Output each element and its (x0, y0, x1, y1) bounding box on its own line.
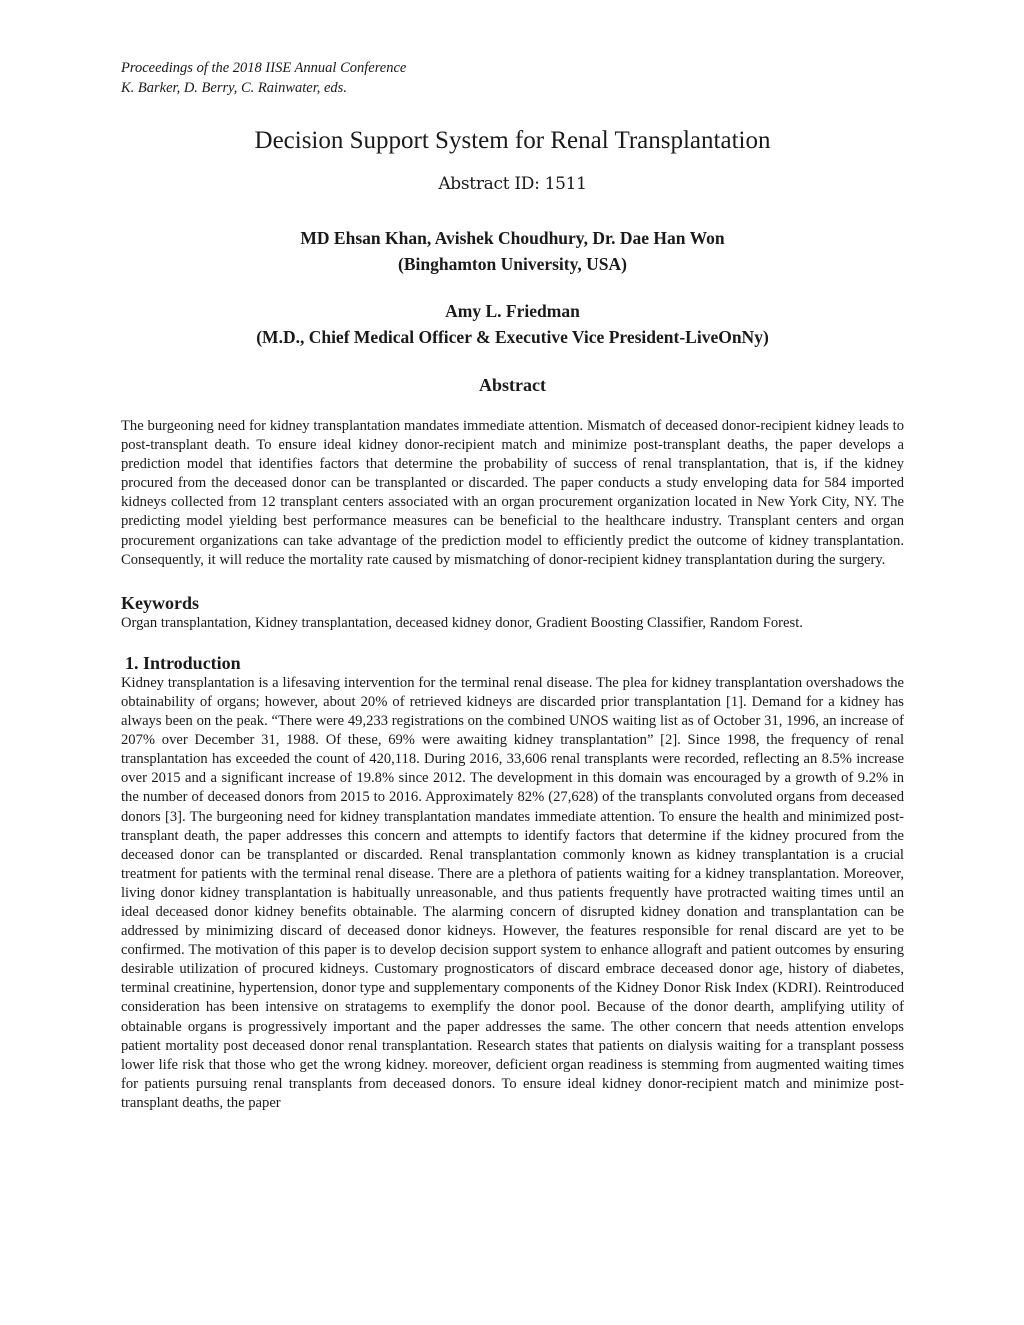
keywords-body: Organ transplantation, Kidney transplantation, deceased kidney donor, Gradient Boosting Classifier, Random Forest. (121, 614, 803, 631)
author-name-2: Amy L. Friedman (445, 301, 580, 321)
paper-title: Decision Support System for Renal Transplantation (254, 127, 771, 154)
abstract-body: The burgeoning need for kidney transplantation mandates immediate attention. Mismatch of deceased donor-recipient kidney leads to post-transplant death. To ensure ideal kidney donor-recipient match and minimize post-transplant deaths, the paper develops a prediction model that identifies factors that determine the probability of success of renal transplantation, that is, if the kidney procured from the deceased donor can be transplanted or discarded. The paper conducts a study enveloping data for 584 imported kidneys collected from 12 transplant centers associated with an organ procurement organization located in New York City, NY. The predicting model yielding best performance measures can be beneficial to the healthcare industry. Transplant centers and organ procurement organizations can take advantage of the prediction model to efficiently predict the outcome of kidney transplantation. Consequently, it will reduce the mortality rate caused by mismatching of donor-recipient kidney transplantation during the surgery. (121, 418, 904, 568)
abstract-heading: Abstract (479, 375, 546, 395)
abstract-id: Abstract ID: 1511 (438, 174, 587, 194)
conference-name: Proceedings of the 2018 IISE Annual Conference (121, 60, 407, 76)
paper-page (121, 58, 904, 1113)
author-affiliation: (Binghamton University, USA) (398, 254, 627, 274)
author-block-2 (121, 298, 904, 350)
author-affiliation-2: (M.D., Chief Medical Officer & Executive Vice President-LiveOnNy) (256, 327, 769, 347)
keywords-heading: Keywords (121, 592, 199, 613)
editors-line: K. Barker, D. Berry, C. Rainwater, eds. (121, 80, 347, 96)
author-block (121, 225, 904, 277)
introduction-heading: 1. Introduction (125, 652, 241, 673)
author-names: MD Ehsan Khan, Avishek Choudhury, Dr. Dae Han Won (300, 228, 725, 248)
introduction-body: Kidney transplantation is a lifesaving intervention for the terminal renal disease. The plea for kidney transplantation overshadows the obtainability of organs; however, about 20% of retrieved kidneys are discarded prior transplantation [1]. Demand for a kidney has always been on the peak. “There were 49,233 registrations on the combined UNOS waiting list as of October 31, 1996, an increase of 207% over December 31, 1988. Of these, 69% were awaiting kidney transplantation” [2]. Since 1998, the frequency of renal transplantation has exceeded the count of 420,118. During 2016, 33,606 renal transplants were recorded, reflecting an 8.5% increase over 2015 and a significant increase of 19.8% since 2012. The development in this domain was encouraged by a growth of 9.2% in the number of deceased donors from 2015 to 2016. Approximately 82% (27,628) of the transplants convoluted organs from deceased donors [3]. The burgeoning need for kidney transplantation mandates immediate attention. To ensure the health and minimized post-transplant death, the paper addresses this concern and attempts to identify factors that determine if the kidney procured from the deceased donor can be transplanted or discarded. Renal transplantation commonly known as kidney transplantation is a crucial treatment for patients with the terminal renal disease. There are a plethora of patients waiting for a kidney transplantation. Moreover, living donor kidney transplantation is habitually unreasonable, and thus patients frequently have protracted waiting times until an ideal deceased donor kidney benefits obtainable. The alarming concern of disrupted kidney donation and transplantation can be addressed by minimizing discard of deceased donor kidneys. However, the features responsible for renal discard are yet to be confirmed. The motivation of this paper is to develop decision support system to enhance allograft and patient outcomes by ensuring desirable utilization of procured kidneys. Customary prognosticators of discard embrace deceased donor age, history of diabetes, terminal creatinine, hypertension, donor type and supplementary components of the Kidney Donor Risk Index (KDRI). Reintroduced consideration has been intensive on stratagems to exemplify the donor pool. Because of the donor dearth, amplifying utility of obtainable organs is progressively important and the paper addresses the same. The other concern that needs attention envelops patient mortality post deceased donor renal transplantation. Research states that patients on dialysis waiting for a transplant possess lower life risk that those who get the wrong kidney. moreover, deficient organ readiness is stemming from augmented waiting times for patients pursuing renal transplants from deceased donors. To ensure ideal kidney donor-recipient match and minimize post-transplant deaths, the paper (121, 674, 904, 1111)
conference-header (121, 58, 904, 98)
